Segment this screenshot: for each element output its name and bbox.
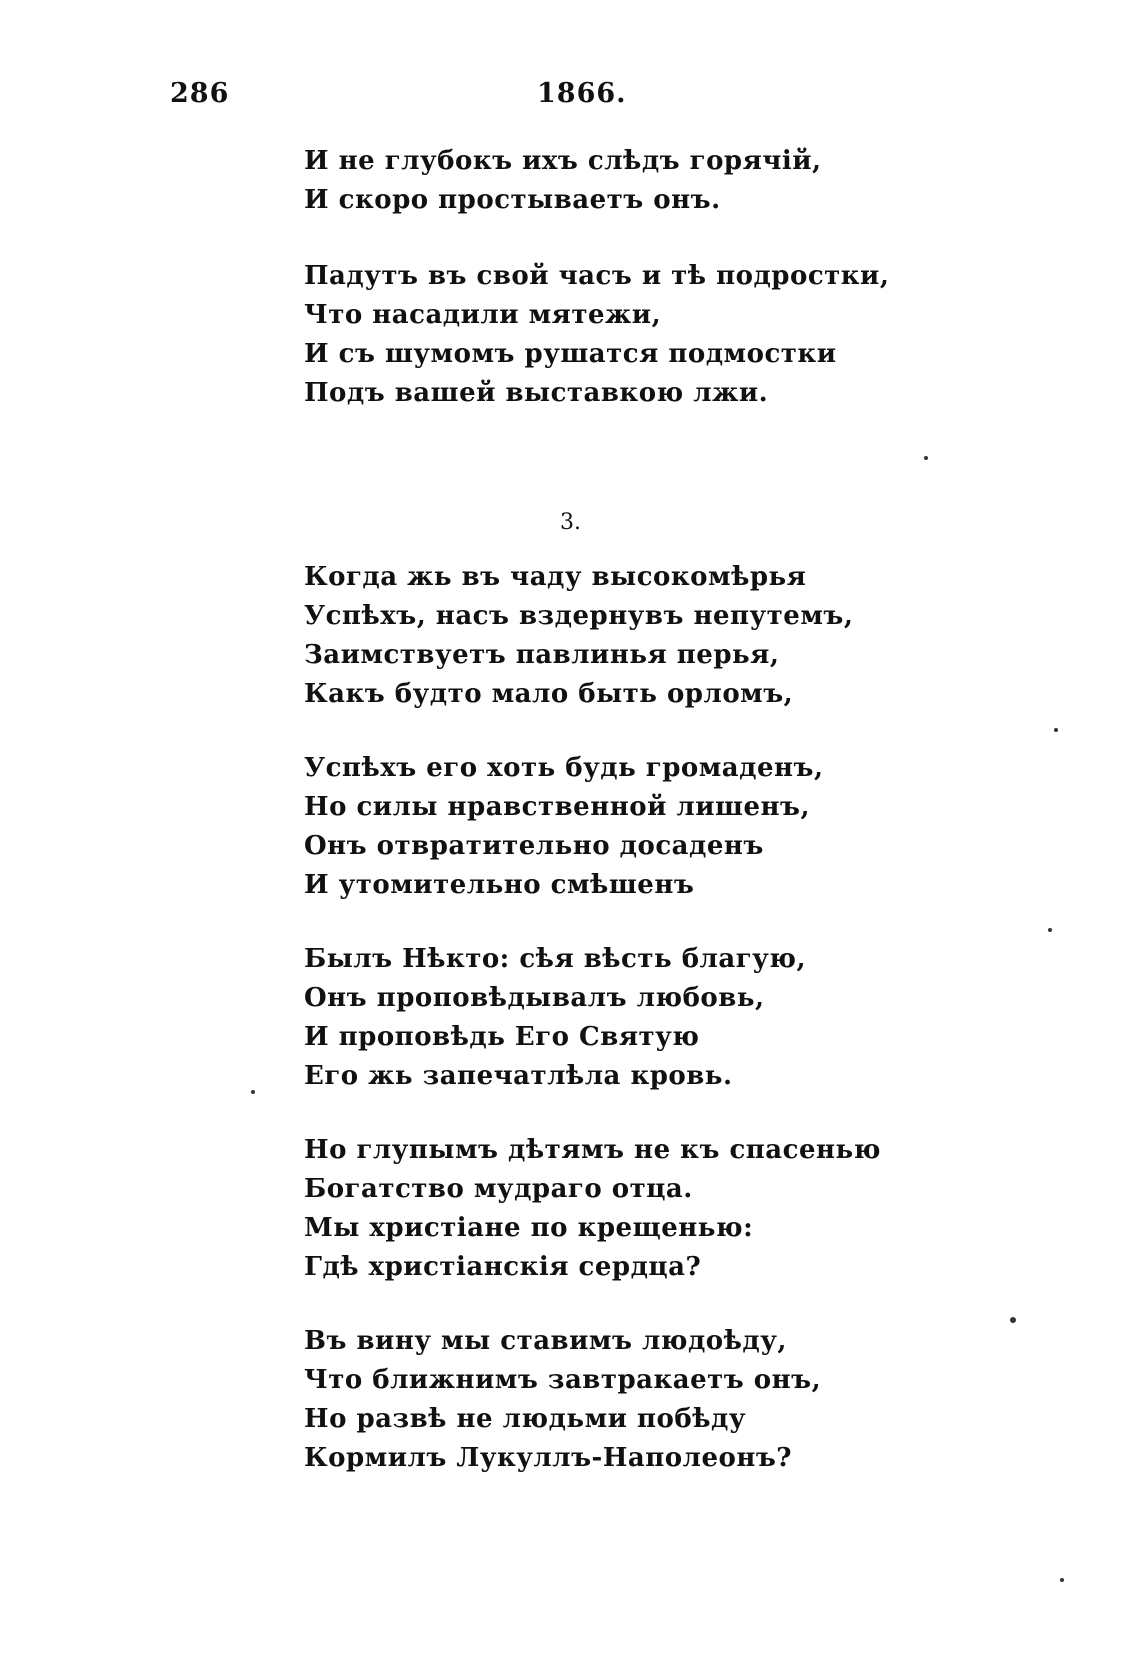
verse-line: Богатство мудраго отца. (304, 1174, 693, 1204)
stanza (304, 558, 864, 714)
verse-line: Но силы нравственной лишенъ, (304, 792, 811, 822)
verse-line: Онъ проповѣдывалъ любовь, (304, 983, 765, 1013)
scan-speck (251, 1090, 255, 1094)
verse-line: И не глубокъ ихъ слѣдъ горячій, (304, 146, 822, 176)
verse-line: Успѣхъ его хоть будь громаденъ, (304, 753, 824, 783)
verse-line: Но развѣ не людьми побѣду (304, 1404, 746, 1434)
running-title: 1866. (537, 78, 627, 109)
verse-line: Какъ будто мало быть орломъ, (304, 679, 794, 709)
stanza (304, 257, 890, 413)
verse-line: Заимствуетъ павлинья перья, (304, 640, 780, 670)
verse-line: Мы христіане по крещенью: (304, 1213, 754, 1243)
verse-line: Что насадили мятежи, (304, 300, 662, 330)
verse-line: Его жь запечатлѣла кровь. (304, 1061, 733, 1091)
stanza (304, 940, 864, 1096)
verse-line: Падутъ въ свой часъ и тѣ подростки, (304, 261, 890, 291)
verse-line: Въ вину мы ставимъ людоѣду, (304, 1326, 787, 1356)
page-number: 286 (170, 78, 230, 109)
scan-speck (924, 456, 928, 460)
scan-speck (1048, 928, 1052, 932)
scan-speck (1060, 1578, 1064, 1582)
verse-line: Кормилъ Лукуллъ-Наполеонъ? (304, 1443, 793, 1473)
verse-line: Но глупымъ дѣтямъ не къ спасенью (304, 1135, 881, 1165)
verse-line: Когда жь въ чаду высокомѣрья (304, 562, 807, 592)
stanza (304, 1322, 864, 1478)
verse-line: И утомительно смѣшенъ (304, 870, 695, 900)
stanza (304, 142, 864, 220)
verse-line: И съ шумомъ рушатся подмостки (304, 339, 837, 369)
scan-speck (1010, 1317, 1016, 1323)
verse-line: И проповѣдь Его Святую (304, 1022, 700, 1052)
verse-line: Подъ вашей выставкою лжи. (304, 378, 769, 408)
section-number: 3. (560, 510, 581, 535)
verse-line: Что ближнимъ завтракаетъ онъ, (304, 1365, 822, 1395)
page-header (0, 78, 1140, 118)
stanza (304, 1131, 881, 1287)
verse-line: И скоро простываетъ онъ. (304, 185, 721, 215)
scan-speck (1054, 728, 1058, 732)
verse-line: Онъ отвратительно досаденъ (304, 831, 764, 861)
stanza (304, 749, 864, 905)
verse-line: Гдѣ христіанскія сердца? (304, 1252, 702, 1282)
verse-line: Успѣхъ, насъ вздернувъ непутемъ, (304, 601, 854, 631)
verse-line: Былъ Нѣкто: сѣя вѣсть благую, (304, 944, 806, 974)
